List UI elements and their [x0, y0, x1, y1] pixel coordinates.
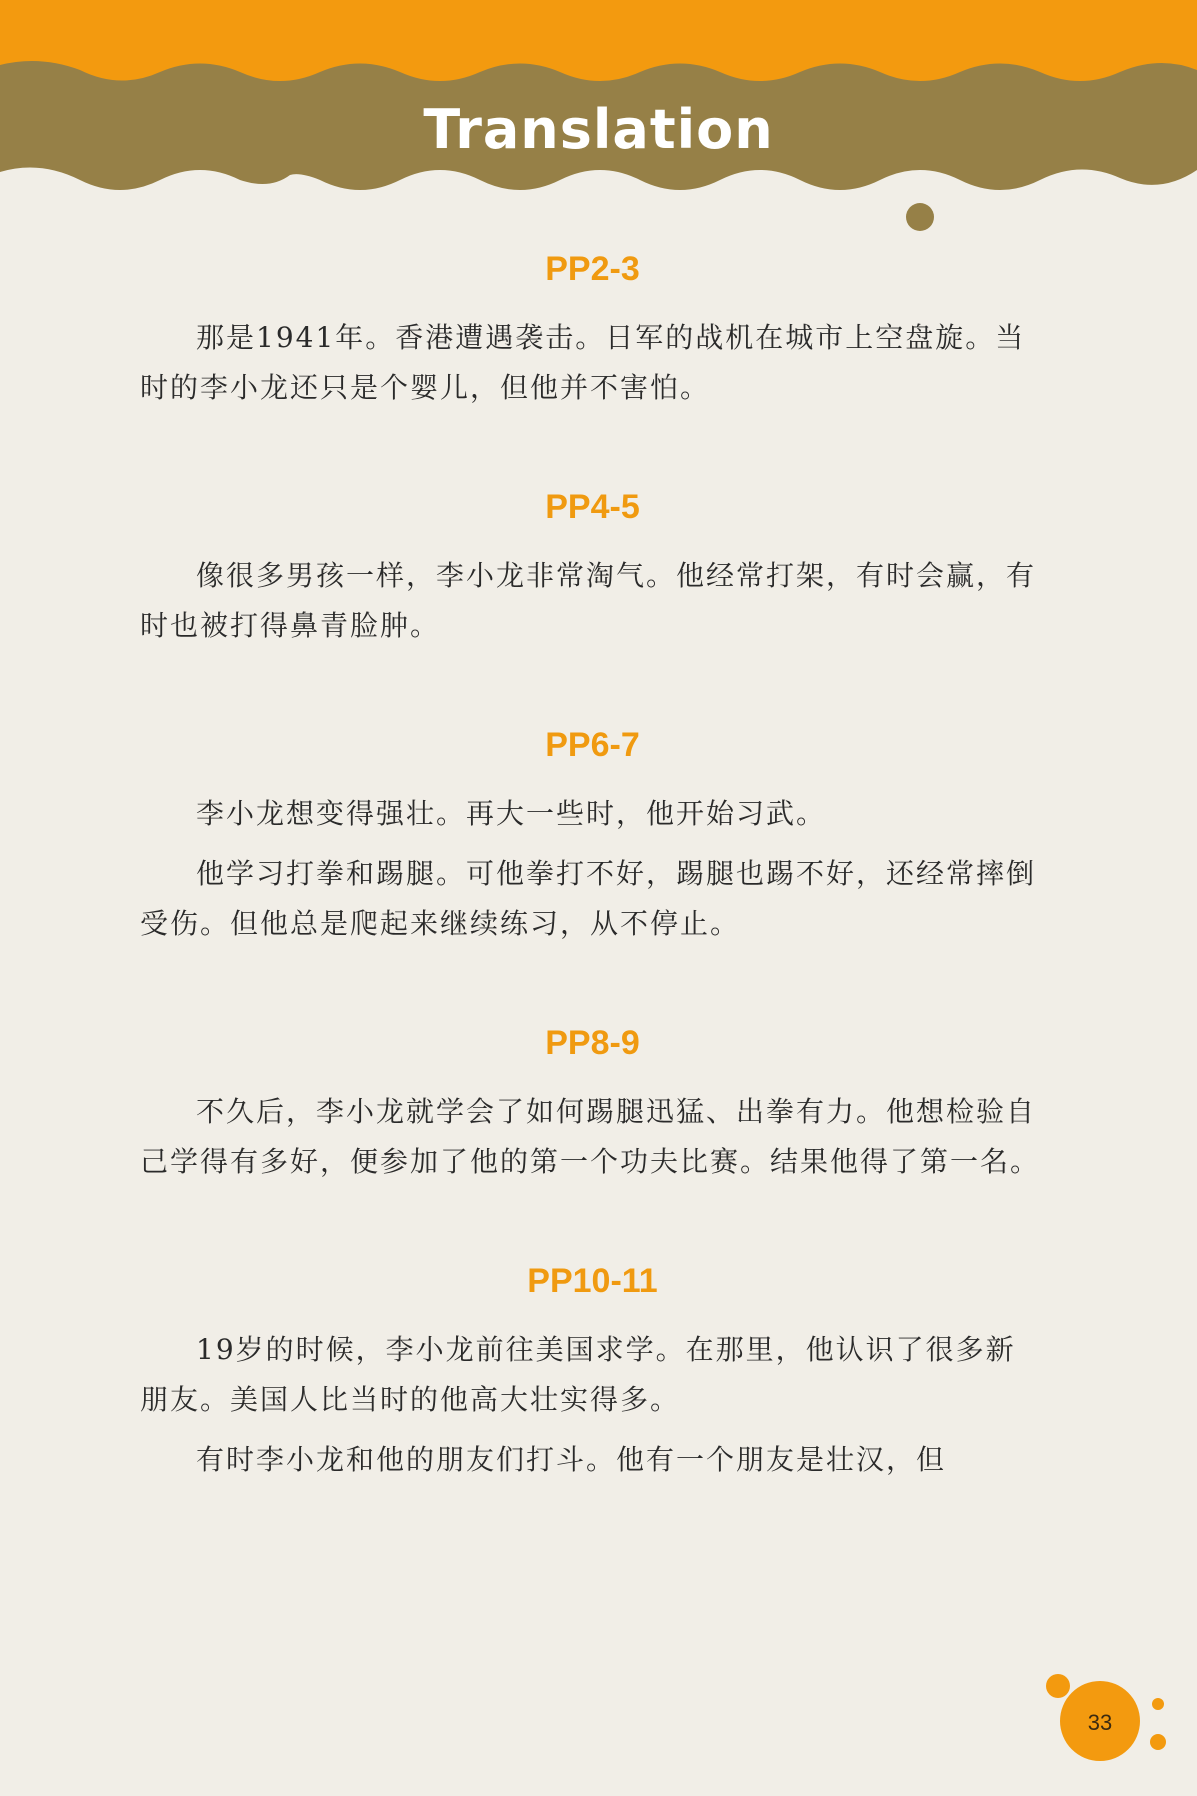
paragraph: 像很多男孩一样，李小龙非常淘气。他经常打架，有时会赢，有时也被打得鼻青脸肿。: [140, 559, 1037, 642]
section-heading: PP6-7: [545, 726, 640, 764]
section-pp10-11: [140, 1257, 1045, 1485]
section-pp8-9: [140, 1019, 1045, 1187]
decorative-dot: [906, 203, 934, 231]
section-heading: PP10-11: [527, 1262, 658, 1300]
paragraph: 那是1941年。香港遭遇袭击。日军的战机在城市上空盘旋。当时的李小龙还只是个婴儿，但他并不害怕。: [140, 321, 1026, 404]
section-pp2-3: [140, 245, 1045, 413]
section-pp4-5: [140, 483, 1045, 651]
paragraph: 有时李小龙和他的朋友们打斗。他有一个朋友是壮汉，但: [196, 1443, 947, 1476]
paragraph: 不久后，李小龙就学会了如何踢腿迅猛、出拳有力。他想检验自己学得有多好，便参加了他的第一个功夫比赛。结果他得了第一名。: [140, 1095, 1041, 1178]
section-heading: PP8-9: [545, 1024, 640, 1062]
section-heading: PP4-5: [545, 488, 640, 526]
page-number: 33: [1087, 1710, 1113, 1735]
paragraph: 李小龙想变得强壮。再大一些时，他开始习武。: [196, 797, 827, 830]
paragraph: 他学习打拳和踢腿。可他拳打不好，踢腿也踢不好，还经常摔倒受伤。但他总是爬起来继续练习，从不停止。: [140, 857, 1037, 940]
section-heading: PP2-3: [545, 250, 640, 288]
page-title: Translation: [423, 98, 774, 161]
content: [140, 245, 1045, 1555]
section-pp6-7: [140, 721, 1045, 949]
paragraph: 19岁的时候，李小龙前往美国求学。在那里，他认识了很多新朋友。美国人比当时的他高大壮实得多。: [140, 1333, 1016, 1416]
